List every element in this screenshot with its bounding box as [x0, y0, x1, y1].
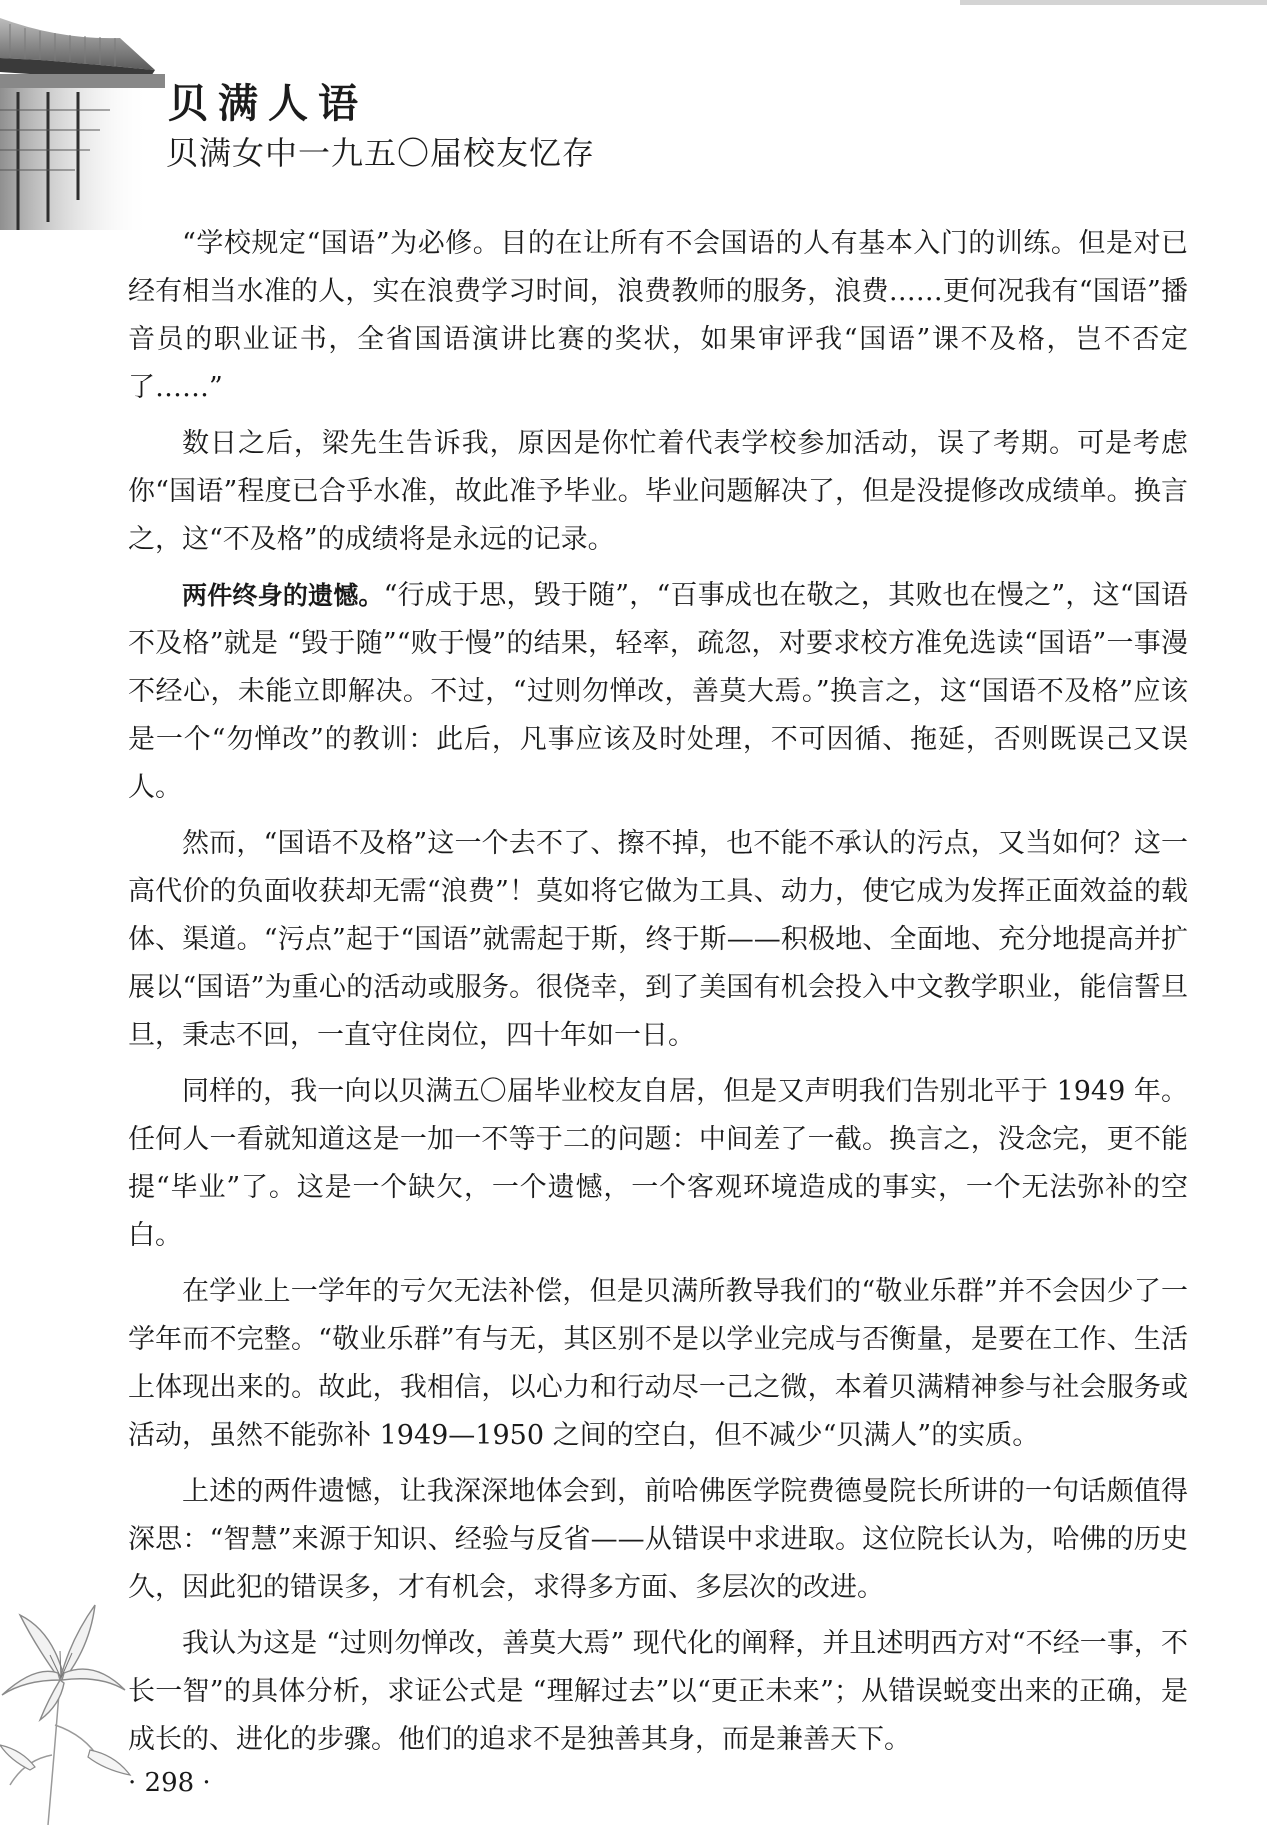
section-title: 贝满人语 — [168, 81, 368, 127]
paragraph-lead-heading: 两件终身的遗憾。 — [182, 581, 384, 610]
paragraph-6: 在学业上一学年的亏欠无法补偿，但是贝满所教导我们的“敬业乐群”并不会因少了一学年而不完整。“敬业乐群”有与无，其区别不是以学业完成与否衡量，是要在工作、生活上体现出来的。故此，我相信，以心力和行动尽一己之微，本着贝满精神参与社会服务或活动，虽然不能弥补 1949—1950 之间的空白，但不减少“贝满人”的实质。 — [128, 1276, 1188, 1451]
paragraph-4: 然而，“国语不及格”这一个去不了、擦不掉，也不能不承认的污点，又当如何？这一高代价的负面收获却无需“浪费”！莫如将它做为工具、动力，使它成为发挥正面效益的载体、渠道。“污点”起于“国语”就需起于斯，终于斯——积极地、全面地、充分地提高并扩展以“国语”为重心的活动或服务。很侥幸，到了美国有机会投入中文教学职业，能信誓旦旦，秉志不回，一直守住岗位，四十年如一日。 — [128, 828, 1188, 1051]
paragraph-5: 同样的，我一向以贝满五〇届毕业校友自居，但是又声明我们告别北平于 1949 年。任何人一看就知道这是一加一不等于二的问题：中间差了一截。换言之，没念完，更不能提“毕业”了。这是一个缺欠，一个遗憾，一个客观环境造成的事实，一个无法弥补的空白。 — [128, 1076, 1188, 1251]
paragraph-1: “学校规定“国语”为必修。目的在让所有不会国语的人有基本入门的训练。但是对已经有相当水准的人，实在浪费学习时间，浪费教师的服务，浪费……更何况我有“国语”播音员的职业证书，全省国语演讲比赛的奖状，如果审评我“国语”课不及格，岂不否定了……” — [128, 228, 1188, 403]
paragraph-2: 数日之后，梁先生告诉我，原因是你忙着代表学校参加活动，误了考期。可是考虑你“国语”程度已合乎水准，故此准予毕业。毕业问题解决了，但是没提修改成绩单。换言之，这“不及格”的成绩将是永远的记录。 — [128, 428, 1188, 555]
paragraph-8: 我认为这是 “过则勿惮改，善莫大焉” 现代化的阐释，并且述明西方对“不经一事，不长一智”的具体分析，求证公式是 “理解过去”以“更正未来”；从错误蜕变出来的正确，是成长的、进化的步骤。他们的追求不是独善其身，而是兼善天下。 — [128, 1628, 1188, 1755]
paragraph-7: 上述的两件遗憾，让我深深地体会到，前哈佛医学院费德曼院长所讲的一句话颇值得深思：“智慧”来源于知识、经验与反省——从错误中求进取。这位院长认为，哈佛的历史久，因此犯的错误多，才有机会，求得多方面、多层次的改进。 — [128, 1476, 1188, 1603]
article-body — [128, 220, 1188, 1772]
paragraph-3 — [128, 572, 1188, 812]
book-subtitle: 贝满女中一九五〇届校友忆存 — [166, 134, 596, 172]
page-number: · 298 · — [128, 1768, 211, 1798]
top-edge-rule — [960, 0, 1267, 5]
paragraph-3-text: “行成于思，毁于随”，“百事成也在敬之，其败也在慢之”，这“国语不及格”就是 “毁于随”“败于慢”的结果，轻率，疏忽，对要求校方准免选读“国语”一事漫不经心，未能立即解决。不过，“过则勿惮改，善莫大焉。”换言之，这“国语不及格”应该是一个“勿惮改”的教训：此后，凡事应该及时处理，不可因循、拖延，否则既误己又误人。 — [128, 580, 1188, 803]
